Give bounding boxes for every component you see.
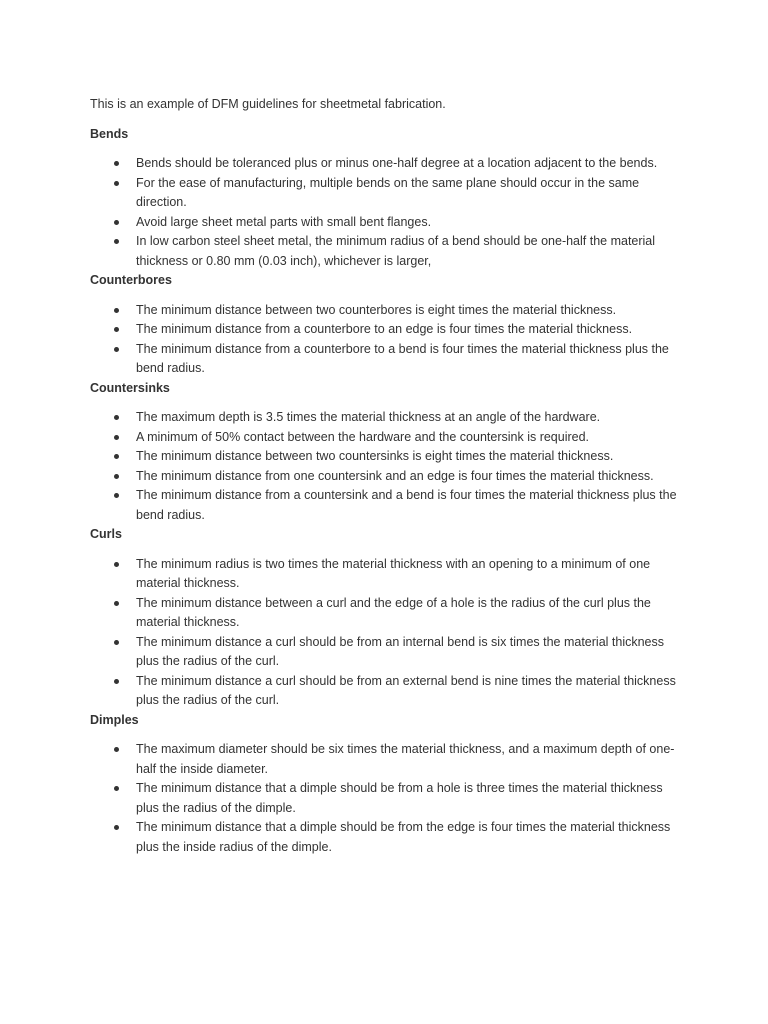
- intro-paragraph: This is an example of DFM guidelines for sheetmetal fabrication.: [90, 97, 446, 111]
- list-item-text: The minimum distance between two counterbores is eight times the material thickness.: [136, 302, 617, 317]
- list-item-text: Bends should be toleranced plus or minus one-half degree at a location adjacent to the bends.: [136, 156, 658, 170]
- list-item: [90, 594, 680, 633]
- list-item: [90, 447, 680, 467]
- bullet-dot-icon: [114, 640, 119, 645]
- list-item: [90, 633, 680, 672]
- bullet-dot-icon: [114, 679, 119, 684]
- list-item: [90, 320, 680, 340]
- list-item-text: The minimum distance between a curl and the edge of a hole is the radius of the curl plus the material thickness.: [136, 595, 651, 629]
- bullet-dot-icon: [114, 327, 119, 332]
- list-item: [90, 467, 680, 487]
- bullet-dot-icon: [114, 308, 119, 313]
- list-item-text: A minimum of 50% contact between the hardware and the countersink is required.: [136, 429, 590, 444]
- list-item: [90, 408, 680, 428]
- bullet-dot-icon: [114, 239, 119, 244]
- section-title: Counterbores: [90, 273, 172, 287]
- bullet-dot-icon: [114, 601, 119, 606]
- list-item-text: The minimum distance from a countersink and a bend is four times the material thickness plus the bend radius.: [136, 488, 677, 522]
- list-item-text: The minimum distance from a counterbore to a bend is four times the material thickness plus the bend radius.: [136, 341, 669, 375]
- bullet-list: [90, 154, 680, 271]
- list-item-text: The minimum distance between two countersinks is eight times the material thickness.: [136, 449, 614, 463]
- list-item: [90, 555, 680, 594]
- bullet-dot-icon: [114, 435, 119, 440]
- section-title: Curls: [90, 527, 122, 541]
- bullet-dot-icon: [114, 347, 119, 352]
- bullet-dot-icon: [114, 747, 119, 752]
- section-counterbores: [90, 271, 680, 379]
- bullet-dot-icon: [114, 415, 119, 420]
- list-item: [90, 672, 680, 711]
- list-item: [90, 428, 680, 448]
- list-item: [90, 174, 680, 213]
- list-item: [90, 486, 680, 525]
- list-item-text: The minimum radius is two times the material thickness with an opening to a minimum of one material thickness.: [136, 556, 651, 590]
- list-item-text: The minimum distance a curl should be from an internal bend is six times the material thickness plus the radius of the curl.: [136, 634, 665, 668]
- section-bends: [90, 125, 680, 272]
- section-title: Countersinks: [90, 380, 170, 395]
- section-curls: [90, 525, 680, 711]
- list-item: [90, 213, 680, 233]
- list-item: [90, 154, 680, 174]
- bullet-dot-icon: [114, 825, 119, 830]
- bullet-list: [90, 408, 680, 525]
- list-item-text: The maximum depth is 3.5 times the material thickness at an angle of the hardware.: [136, 410, 601, 424]
- list-item-text: The minimum distance that a dimple should be from the edge is four times the material thickness plus the inside radius of the dimple.: [136, 820, 671, 854]
- bullet-dot-icon: [114, 161, 119, 166]
- list-item: [90, 301, 680, 321]
- list-item-text: The maximum diameter should be six times the material thickness, and a maximum depth of one-half the inside diameter.: [136, 742, 675, 776]
- bullet-dot-icon: [114, 474, 119, 479]
- list-item: [90, 779, 680, 818]
- list-item-text: The minimum distance a curl should be from an external bend is nine times the material thickness plus the radius of the curl.: [136, 673, 676, 707]
- list-item: [90, 232, 680, 271]
- bullet-dot-icon: [114, 181, 119, 186]
- section-dimples: [90, 711, 680, 858]
- bullet-list: [90, 301, 680, 379]
- bullet-dot-icon: [114, 454, 119, 459]
- list-item-text: The minimum distance from one countersink and an edge is four times the material thickness.: [136, 468, 654, 483]
- section-title: Dimples: [90, 712, 139, 727]
- section-countersinks: [90, 379, 680, 526]
- bullet-list: [90, 555, 680, 711]
- bullet-dot-icon: [114, 562, 119, 567]
- list-item-text: The minimum distance from a counterbore to an edge is four times the material thickness.: [136, 322, 633, 336]
- bullet-dot-icon: [114, 786, 119, 791]
- bullet-list: [90, 740, 680, 857]
- list-item-text: In low carbon steel sheet metal, the minimum radius of a bend should be one-half the material thickness or 0.80 mm (0.03 inch), whichever is larger,: [136, 234, 656, 268]
- list-item: [90, 818, 680, 857]
- bullet-dot-icon: [114, 220, 119, 225]
- section-title: Bends: [90, 126, 129, 141]
- list-item-text: The minimum distance that a dimple should be from a hole is three times the material thickness plus the radius of the dimple.: [136, 781, 663, 815]
- list-item-text: For the ease of manufacturing, multiple bends on the same plane should occur in the same direction.: [136, 175, 640, 209]
- list-item-text: Avoid large sheet metal parts with small bent flanges.: [136, 214, 432, 229]
- list-item: [90, 340, 680, 379]
- bullet-dot-icon: [114, 493, 119, 498]
- list-item: [90, 740, 680, 779]
